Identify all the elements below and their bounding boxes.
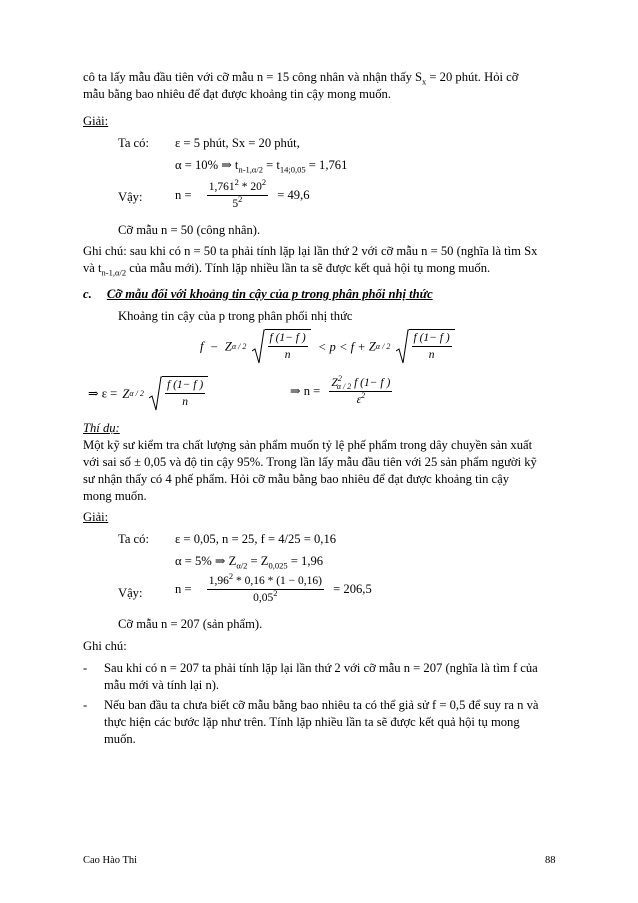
- therefore-label-2: Vậy:: [118, 586, 143, 600]
- page-number: 88: [545, 855, 556, 866]
- note-1-line-2: và $t_{n-1,\alpha/2}$ của mẫu mới). Tính lặp nhiều lần ta sẽ được kết quả hội tụ mong muốn.: [83, 261, 491, 278]
- sample-size-formula-1: n = $\frac{1,761^2 * 20^2}{5^2}$ = 49,6: [175, 177, 310, 210]
- bullet-2-line-3: muốn.: [104, 732, 136, 746]
- intro-line-2: mẫu bằng bao nhiêu để đạt được khoảng tin cậy mong muốn.: [83, 87, 391, 101]
- n-formula: ⇒ n = $\frac{Z^2_{\alpha / 2} f (1- f )}{\varepsilon^2}$: [290, 374, 391, 406]
- alpha-line-2: α = 5% ⇒ $Z_{\alpha/2} = Z_{0,025} = 1,96$: [175, 554, 324, 571]
- ci-description: Khoảng tin cậy của p trong phân phối nhị thức: [118, 309, 353, 323]
- footer-author: Cao Hào Thi: [83, 855, 138, 866]
- bullet-1-line-2: mẫu mới và tính lại n).: [104, 678, 220, 692]
- given-values-2: ε = 0,05, n = 25, f = 4/25 = 0,16: [175, 532, 337, 546]
- sample-size-result-1: Cỡ mẫu n = 50 (công nhân).: [118, 223, 261, 237]
- sample-size-result-2: Cỡ mẫu n = 207 (sản phẩm).: [118, 617, 263, 631]
- intro-line-1: cô ta lấy mẫu đầu tiên với cỡ mẫu n = 15 công nhân và nhận thấy $S_x = 20$ phút. Hỏi cỡ: [83, 70, 519, 87]
- bullet-2-line-2: thực hiện các bước lặp như trên. Tính lặp nhiều lần ta sẽ được kết quả hội tụ mong: [104, 715, 520, 729]
- section-c-letter: c.: [83, 287, 92, 301]
- bullet-2-line-1: Nếu ban đầu ta chưa biết cỡ mẫu bằng bao nhiêu ta có thể giả sử f = 0,5 để suy ra n và: [104, 698, 539, 712]
- solution-heading: Giải:: [83, 114, 109, 128]
- given-label-2: Ta có:: [118, 532, 149, 546]
- intro-text: cô ta lấy mẫu đầu tiên với cỡ mẫu n = 15 công nhân và nhận thấy S: [83, 70, 423, 84]
- given-label: Ta có:: [118, 136, 149, 150]
- epsilon-formula: ⇒ ε = Zα / 2 $\frac{f (1- f )}{n}$: [88, 376, 208, 412]
- example-line-2: với sai số ± 0,05 và độ tin cậy 95%. Trong lần lấy mẫu đầu tiên với 25 sản phẩm người kỹ: [83, 455, 537, 469]
- solution-heading-2: Giải:: [83, 510, 109, 524]
- example-line-1: Một kỹ sư kiểm tra chất lượng sản phẩm muốn tỷ lệ phế phẩm trong dây chuyền sản xuất: [83, 438, 533, 452]
- given-values: ε = 5 phút, Sx = 20 phút,: [175, 136, 300, 150]
- section-c-heading: [83, 286, 433, 303]
- bullet-dash-1: -: [83, 661, 88, 675]
- bullet-1-line-1: Sau khi có n = 207 ta phải tính lặp lại lần thứ 2 với cỡ mẫu n = 207 (nghĩa là tìm f của: [104, 661, 538, 675]
- sample-size-formula-2: n = $\frac{1,96^2 * 0,16 * (1 - 0,16)}{0,05^2}$ = 206,5: [175, 571, 372, 604]
- note-heading: Ghi chú:: [83, 639, 127, 653]
- note-1-line-1: Ghi chú: sau khi có n = 50 ta phải tính lặp lại lần thứ 2 với cỡ mẫu n = 50 (nghĩa là tìm Sx: [83, 244, 538, 258]
- therefore-label: Vậy:: [118, 190, 143, 204]
- example-heading: Thí dụ:: [83, 421, 120, 435]
- ci-formula: f − Zα / 2 $\frac{f (1- f )}{n}$ < p < f + Zα / 2 $\frac{f (1- f )}{n}$: [200, 329, 455, 365]
- example-line-3: sư nhận thấy có 4 phế phẩm. Hỏi cỡ mẫu bằng bao nhiêu để đạt được khoảng tin cậy: [83, 472, 510, 486]
- example-line-4: mong muốn.: [83, 489, 147, 503]
- alpha-line: α = 10% ⇒ $t_{n-1,\alpha/2} = t_{14;0,05} = 1,761$: [175, 158, 348, 175]
- bullet-dash-2: -: [83, 698, 88, 712]
- section-c-title: Cỡ mẫu đối với khoảng tin cậy của p trong phân phối nhị thức: [106, 287, 433, 301]
